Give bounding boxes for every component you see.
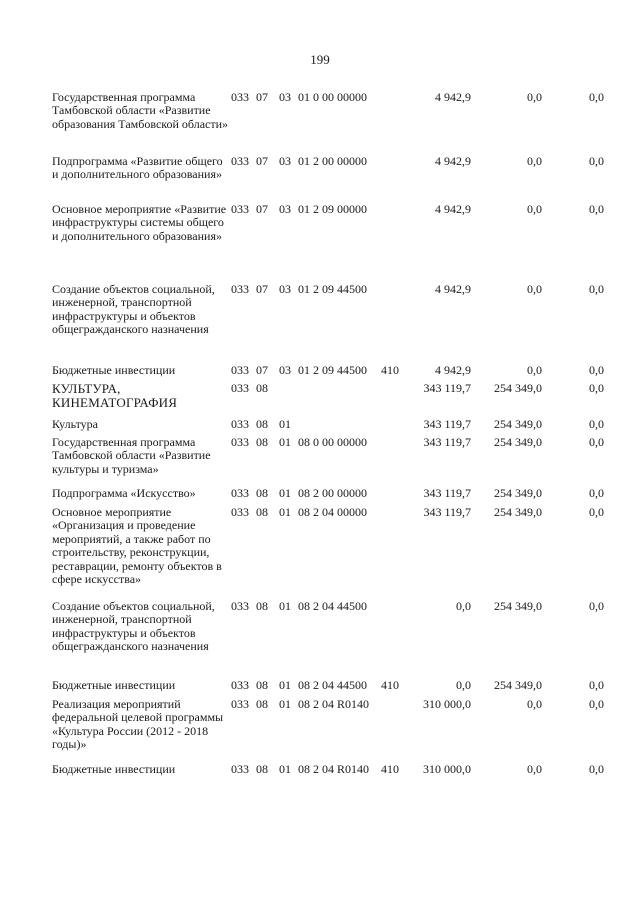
amount-3: 0,0 [589, 363, 604, 377]
amount-1: 310 000,0 [423, 697, 471, 711]
target-article-code: 01 2 09 44500 [298, 282, 367, 296]
section-code: 08 [256, 417, 268, 431]
amount-1: 0,0 [456, 599, 471, 613]
target-article-code: 08 2 04 R0140 [298, 762, 370, 776]
row-name: Бюджетные инвестиции [52, 363, 176, 377]
amount-3: 0,0 [589, 381, 604, 395]
amount-1: 4 942,9 [435, 154, 471, 168]
subsection-code: 01 [279, 435, 291, 449]
subsection-code: 01 [279, 486, 291, 500]
subsection-code: 03 [279, 90, 291, 104]
section-code: 07 [256, 363, 268, 377]
row-name: Создание объектов социальной, инженерной, транспортной инфраструктуры и объектов общегражданского назначения [52, 599, 215, 654]
amount-1: 343 119,7 [423, 505, 471, 519]
grbs-code: 033 [231, 363, 249, 377]
amount-2: 254 349,0 [494, 435, 542, 449]
amount-3: 0,0 [589, 762, 604, 776]
amount-3: 0,0 [589, 282, 604, 296]
row-name: Подпрограмма «Искусство» [52, 486, 196, 500]
row-name: Бюджетные инвестиции [52, 678, 176, 692]
subsection-code: 01 [279, 678, 291, 692]
amount-2: 0,0 [527, 90, 542, 104]
section-code: 07 [256, 154, 268, 168]
amount-2: 254 349,0 [494, 417, 542, 431]
section-code: 08 [256, 678, 268, 692]
amount-3: 0,0 [589, 678, 604, 692]
amount-1: 0,0 [456, 678, 471, 692]
subsection-code: 03 [279, 282, 291, 296]
grbs-code: 033 [231, 486, 249, 500]
grbs-code: 033 [231, 90, 249, 104]
amount-2: 0,0 [527, 697, 542, 711]
amount-1: 343 119,7 [423, 417, 471, 431]
row-name: Создание объектов социальной, инженерной, транспортной инфраструктуры и объектов общегражданского назначения [52, 282, 215, 337]
subsection-code: 01 [279, 697, 291, 711]
subsection-code: 03 [279, 363, 291, 377]
target-article-code: 01 0 00 00000 [298, 90, 367, 104]
amount-3: 0,0 [589, 486, 604, 500]
row-name: Основное мероприятие «Развитие инфраструктуры системы общего и дополнительного образования» [52, 202, 227, 243]
expense-type-code: 410 [381, 678, 399, 692]
amount-2: 0,0 [527, 363, 542, 377]
target-article-code: 08 2 04 44500 [298, 678, 367, 692]
section-code: 07 [256, 202, 268, 216]
section-code: 07 [256, 282, 268, 296]
amount-2: 254 349,0 [494, 505, 542, 519]
grbs-code: 033 [231, 154, 249, 168]
row-name: Бюджетные инвестиции [52, 762, 176, 776]
amount-3: 0,0 [589, 599, 604, 613]
amount-1: 343 119,7 [423, 381, 471, 395]
amount-2: 0,0 [527, 282, 542, 296]
grbs-code: 033 [231, 202, 249, 216]
expense-type-code: 410 [381, 363, 399, 377]
amount-1: 4 942,9 [435, 202, 471, 216]
amount-1: 343 119,7 [423, 435, 471, 449]
row-name: Основное мероприятие «Организация и проведение мероприятий, а также работ по строительству, реконструкции, реставрации, ремонту объектов в сфере искусства» [52, 505, 222, 587]
row-name: Подпрограмма «Развитие общего и дополнительного образования» [52, 154, 223, 182]
target-article-code: 08 2 00 00000 [298, 486, 367, 500]
amount-3: 0,0 [589, 90, 604, 104]
section-code: 08 [256, 381, 268, 395]
grbs-code: 033 [231, 678, 249, 692]
target-article-code: 08 2 04 00000 [298, 505, 367, 519]
target-article-code: 01 2 00 00000 [298, 154, 367, 168]
subsection-code: 01 [279, 599, 291, 613]
target-article-code: 08 2 04 R0140 [298, 697, 370, 711]
amount-1: 4 942,9 [435, 363, 471, 377]
subsection-code: 03 [279, 154, 291, 168]
section-code: 07 [256, 90, 268, 104]
amount-3: 0,0 [589, 505, 604, 519]
amount-3: 0,0 [589, 202, 604, 216]
target-article-code: 08 0 00 00000 [298, 435, 367, 449]
section-code: 08 [256, 762, 268, 776]
grbs-code: 033 [231, 505, 249, 519]
amount-2: 0,0 [527, 154, 542, 168]
row-name: Государственная программа Тамбовской области «Развитие культуры и туризма» [52, 435, 211, 476]
grbs-code: 033 [231, 381, 249, 395]
subsection-code: 01 [279, 505, 291, 519]
target-article-code: 08 2 04 44500 [298, 599, 367, 613]
row-name: Культура [52, 417, 98, 431]
row-name: Реализация мероприятий федеральной целевой программы «Культура России (2012 - 2018 годы)» [52, 697, 224, 752]
amount-2: 0,0 [527, 762, 542, 776]
amount-2: 0,0 [527, 202, 542, 216]
subsection-code: 01 [279, 417, 291, 431]
subsection-code: 03 [279, 202, 291, 216]
expense-type-code: 410 [381, 762, 399, 776]
row-name: КУЛЬТУРА, КИНЕМАТОГРАФИЯ [52, 381, 178, 410]
grbs-code: 033 [231, 435, 249, 449]
row-name: Государственная программа Тамбовской области «Развитие образования Тамбовской области» [52, 90, 229, 131]
target-article-code: 01 2 09 00000 [298, 202, 367, 216]
section-code: 08 [256, 486, 268, 500]
grbs-code: 033 [231, 417, 249, 431]
grbs-code: 033 [231, 599, 249, 613]
amount-3: 0,0 [589, 154, 604, 168]
page-number: 199 [310, 52, 330, 67]
section-code: 08 [256, 435, 268, 449]
amount-1: 4 942,9 [435, 282, 471, 296]
amount-2: 254 349,0 [494, 381, 542, 395]
section-code: 08 [256, 599, 268, 613]
grbs-code: 033 [231, 697, 249, 711]
target-article-code: 01 2 09 44500 [298, 363, 367, 377]
amount-2: 254 349,0 [494, 678, 542, 692]
amount-3: 0,0 [589, 435, 604, 449]
amount-3: 0,0 [589, 697, 604, 711]
section-code: 08 [256, 505, 268, 519]
amount-1: 4 942,9 [435, 90, 471, 104]
amount-1: 310 000,0 [423, 762, 471, 776]
amount-2: 254 349,0 [494, 486, 542, 500]
amount-1: 343 119,7 [423, 486, 471, 500]
amount-2: 254 349,0 [494, 599, 542, 613]
amount-3: 0,0 [589, 417, 604, 431]
section-code: 08 [256, 697, 268, 711]
subsection-code: 01 [279, 762, 291, 776]
grbs-code: 033 [231, 282, 249, 296]
grbs-code: 033 [231, 762, 249, 776]
